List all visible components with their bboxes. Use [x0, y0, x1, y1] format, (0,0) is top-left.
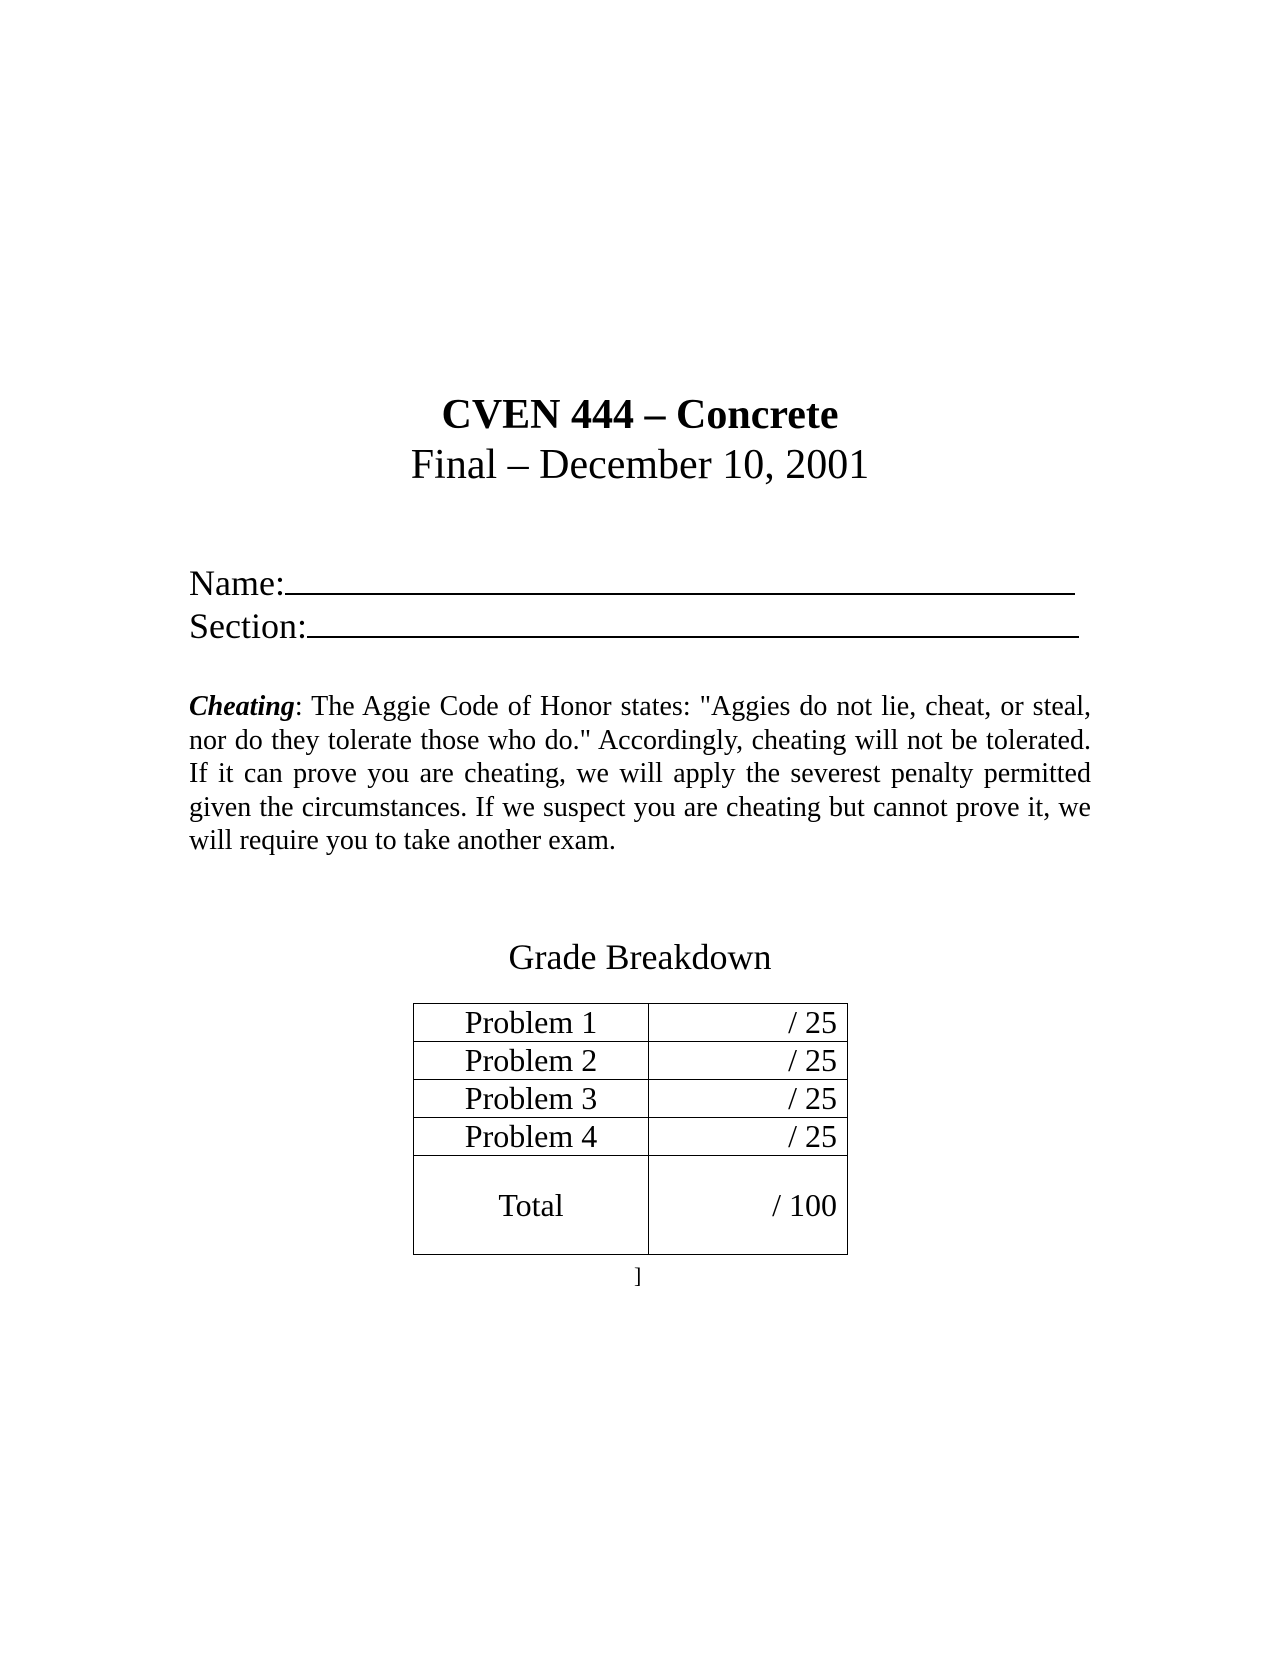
- honor-code-paragraph: [189, 690, 1091, 858]
- section-blank-line[interactable]: [307, 608, 1079, 638]
- honor-code-term: Cheating: [189, 691, 295, 722]
- table-row: [414, 1042, 848, 1080]
- section-field-row: [189, 605, 1079, 647]
- name-label: Name:: [189, 563, 285, 603]
- total-score: / 100: [649, 1156, 848, 1255]
- table-row: [414, 1118, 848, 1156]
- problem-label: Problem 2: [414, 1042, 649, 1080]
- course-title: CVEN 444 – Concrete: [441, 392, 839, 438]
- grade-breakdown-table: [413, 1003, 848, 1255]
- problem-score: / 25: [649, 1080, 848, 1118]
- total-label: Total: [414, 1156, 649, 1255]
- name-field-row: [189, 562, 1075, 604]
- problem-score: / 25: [649, 1004, 848, 1042]
- section-label: Section:: [189, 606, 307, 646]
- problem-score: / 25: [649, 1118, 848, 1156]
- total-row: [414, 1156, 848, 1255]
- exam-subtitle: Final – December 10, 2001: [410, 442, 870, 488]
- problem-score: / 25: [649, 1042, 848, 1080]
- honor-code-text: : The Aggie Code of Honor states: "Aggies do not lie, cheat, or steal, nor do they tolerate those who do." Accordingly, cheating will not be tolerated. If it can prove you are cheating, we will apply the severest penalty permitted given the circumstances. If we suspect you are cheating but cannot prove it, we will require you to take another exam.: [189, 691, 1091, 856]
- problem-label: Problem 3: [414, 1080, 649, 1118]
- problem-label: Problem 1: [414, 1004, 649, 1042]
- table-row: [414, 1004, 848, 1042]
- table-row: [414, 1080, 848, 1118]
- name-blank-line[interactable]: [285, 565, 1075, 595]
- grade-breakdown-title: Grade Breakdown: [508, 937, 772, 977]
- problem-label: Problem 4: [414, 1118, 649, 1156]
- stray-bracket-mark: ]: [634, 1263, 642, 1288]
